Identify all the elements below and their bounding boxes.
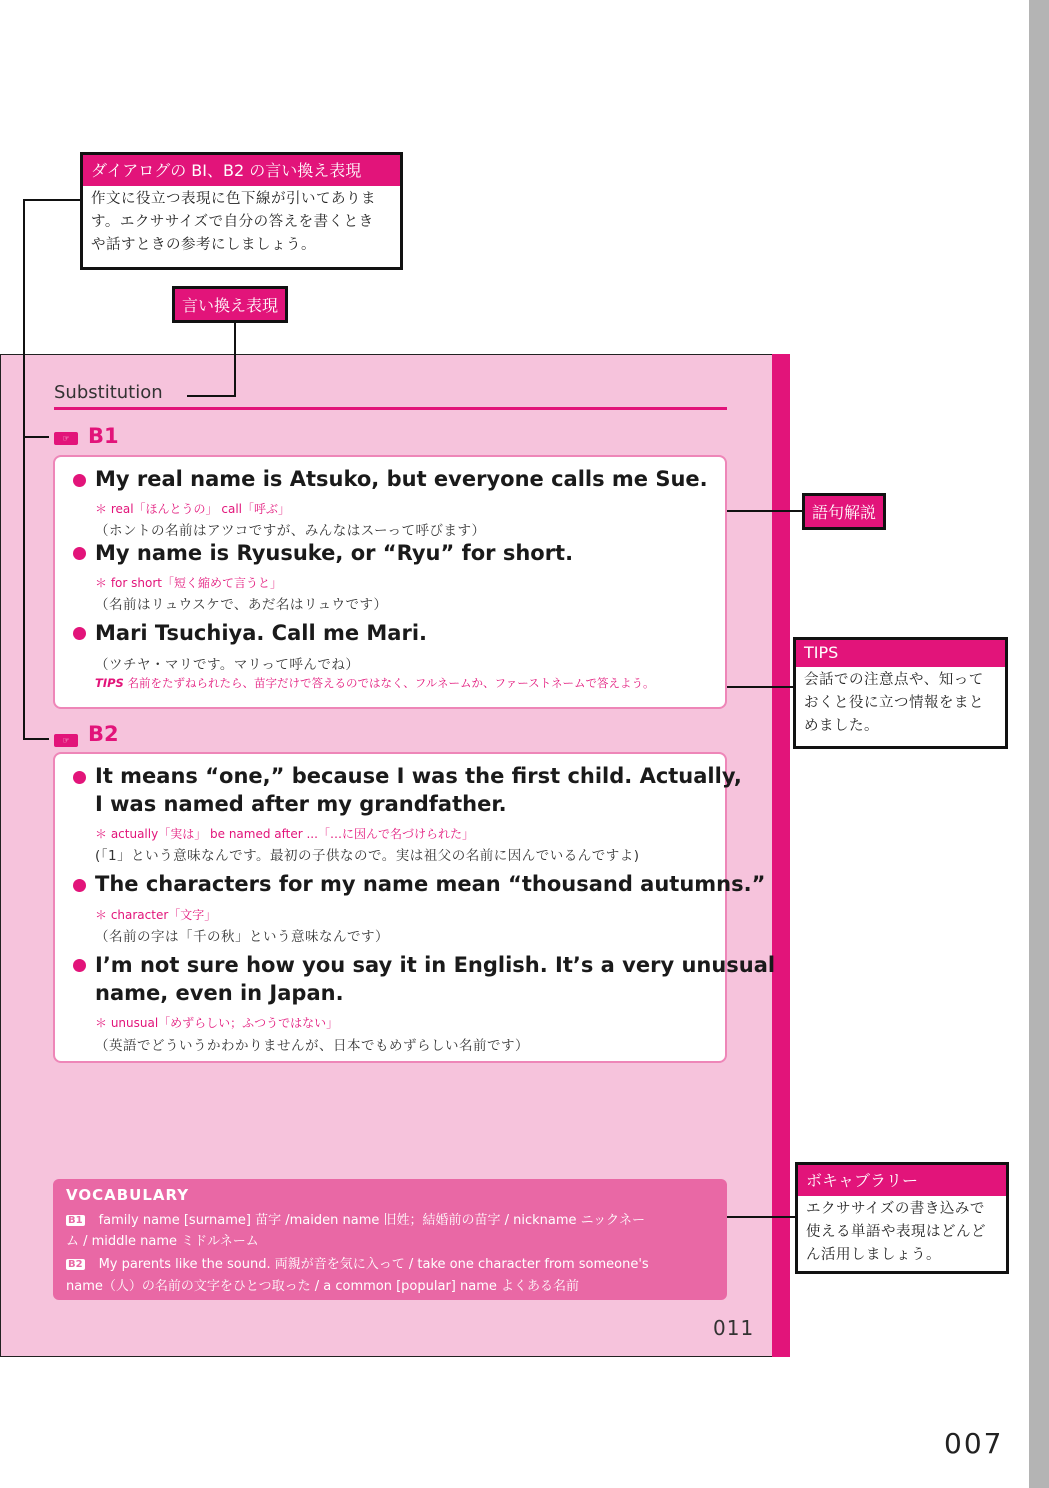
b1-translation: （ツチヤ・マリです。マリって呼んでね） (95, 657, 360, 673)
vocabulary-b1-label: B1 (68, 1215, 83, 1226)
b2-sentence: The characters for my name mean “thousand autumns.” (95, 872, 766, 896)
b2-translation: (「1」という意味なんです。最初の子供なので。実は祖父の名前に因んでいるんですよ) (95, 848, 640, 864)
heading-rule (54, 407, 727, 410)
dialog-callout-body (83, 186, 400, 261)
vocabulary-b1-text: family name [surname] 苗字 /maiden name 旧姓；結婚前の苗字 / nickname ニックネー (98, 1213, 646, 1228)
connector-line (187, 395, 236, 397)
b1-label: B1 (88, 424, 119, 448)
dialog-callout-line: 作文に役立つ表現に色下線が引いてありま (91, 191, 376, 207)
vocabulary-callout-line: エクササイズの書き込みで (806, 1201, 985, 1217)
inner-page-stripe (772, 354, 790, 1357)
connector-line (718, 1216, 797, 1218)
b1-sentence: Mari Tsuchiya. Call me Mari. (95, 621, 427, 645)
dialog-callout-line: す。エクササイズで自分の答えを書くとき (91, 214, 374, 230)
b2-label: B2 (88, 722, 119, 746)
vocabulary-title: VOCABULARY (66, 1186, 190, 1204)
vocabulary-b2-line (66, 1253, 649, 1272)
b1-sentence: My name is Ryusuke, or “Ryu” for short. (95, 541, 574, 565)
vocabulary-b2-label: B2 (68, 1259, 83, 1270)
side-bar (1029, 0, 1049, 1488)
substitution-heading: Substitution (54, 382, 163, 403)
b2-note: ＊ character「文字」 (95, 908, 217, 922)
tips-callout-body (796, 667, 1005, 742)
tips-callout (793, 637, 1008, 749)
b2-translation: （名前の字は「千の秋」という意味なんです） (95, 929, 389, 945)
b2-sentence-line: I was named after my grandfather. (95, 792, 507, 816)
tips-text: 名前をたずねられたら、苗字だけで答えるのではなく、フルネームか、ファーストネームで答えよう。 (127, 676, 655, 690)
connector-line (234, 321, 236, 397)
vocabulary-b1-line (66, 1209, 645, 1228)
vocabulary-b2-line-2: name（人）の名前の文字をひとつ取った / a common [popular] name よくある名前 (66, 1279, 579, 1294)
vocabulary-callout-title: ボキャブラリー (798, 1165, 1006, 1196)
b1-note: ＊ for short「短く縮めて言うと」 (95, 576, 282, 590)
phrase-tag: 語句解説 (802, 493, 886, 530)
b2-note: ＊ actually「実は」 be named after ...「…に因んで名づけられた」 (95, 827, 474, 841)
bullet (73, 959, 86, 972)
sheet-page-number: 007 (944, 1427, 1004, 1460)
connector-line (23, 738, 49, 740)
vocabulary-b1-line-2: ム / middle name ミドルネーム (66, 1234, 259, 1249)
vocabulary-callout-body (798, 1196, 1006, 1271)
b1-translation: （名前はリュウスケで、あだ名はリュウです） (95, 597, 388, 613)
tips-label: TIPS (95, 676, 124, 690)
b1-sentence: My real name is Atsuko, but everyone calls me Sue. (95, 467, 708, 491)
connector-line (723, 686, 795, 688)
b1-translation: （ホントの名前はアツコですが、みんなはスーって呼びます） (95, 523, 486, 539)
b1-note: ＊ real「ほんとうの」 call「呼ぶ」 (95, 502, 290, 516)
hand-pointer-icon: ☞ (54, 432, 78, 445)
connector-line (23, 199, 25, 740)
b2-translation: （英語でどういうかわかりませんが、日本でもめずらしい名前です） (95, 1038, 529, 1054)
connector-line (23, 199, 81, 201)
inner-page-number: 011 (713, 1316, 755, 1340)
bullet (73, 771, 86, 784)
b1-tips (95, 675, 655, 691)
bullet (73, 547, 86, 560)
b2-sentence-line: It means “one,” because I was the first child. Actually, (95, 764, 742, 788)
substitution-tag: 言い換え表現 (172, 286, 288, 323)
dialog-callout (80, 152, 403, 270)
vocabulary-callout-line: ん活用しましょう。 (806, 1247, 941, 1263)
tips-callout-title: TIPS (796, 640, 1005, 667)
dialog-callout-line: や話すときの参考にしましょう。 (91, 237, 316, 253)
bullet (73, 879, 86, 892)
vocabulary-b2-text: My parents like the sound. 両親が音を気に入って / take one character from someone's (98, 1257, 649, 1272)
vocabulary-callout-line: 使える単語や表現はどんど (806, 1224, 986, 1240)
b2-sentence-line: name, even in Japan. (95, 981, 344, 1005)
tips-callout-line: 会話での注意点や、知って (804, 672, 984, 688)
tips-callout-line: おくと役に立つ情報をまと (804, 695, 984, 711)
bullet (73, 474, 86, 487)
b2-sentence-line: I’m not sure how you say it in English. It’s a very unusual (95, 953, 776, 977)
connector-line (23, 436, 49, 438)
dialog-callout-title: ダイアログの BI、B2 の言い換え表現 (83, 155, 400, 186)
b2-note: ＊ unusual「めずらしい；ふつうではない」 (95, 1016, 339, 1030)
vocabulary-callout (795, 1162, 1009, 1274)
hand-pointer-icon: ☞ (54, 734, 78, 747)
bullet (73, 627, 86, 640)
tips-callout-line: めました。 (804, 718, 879, 734)
